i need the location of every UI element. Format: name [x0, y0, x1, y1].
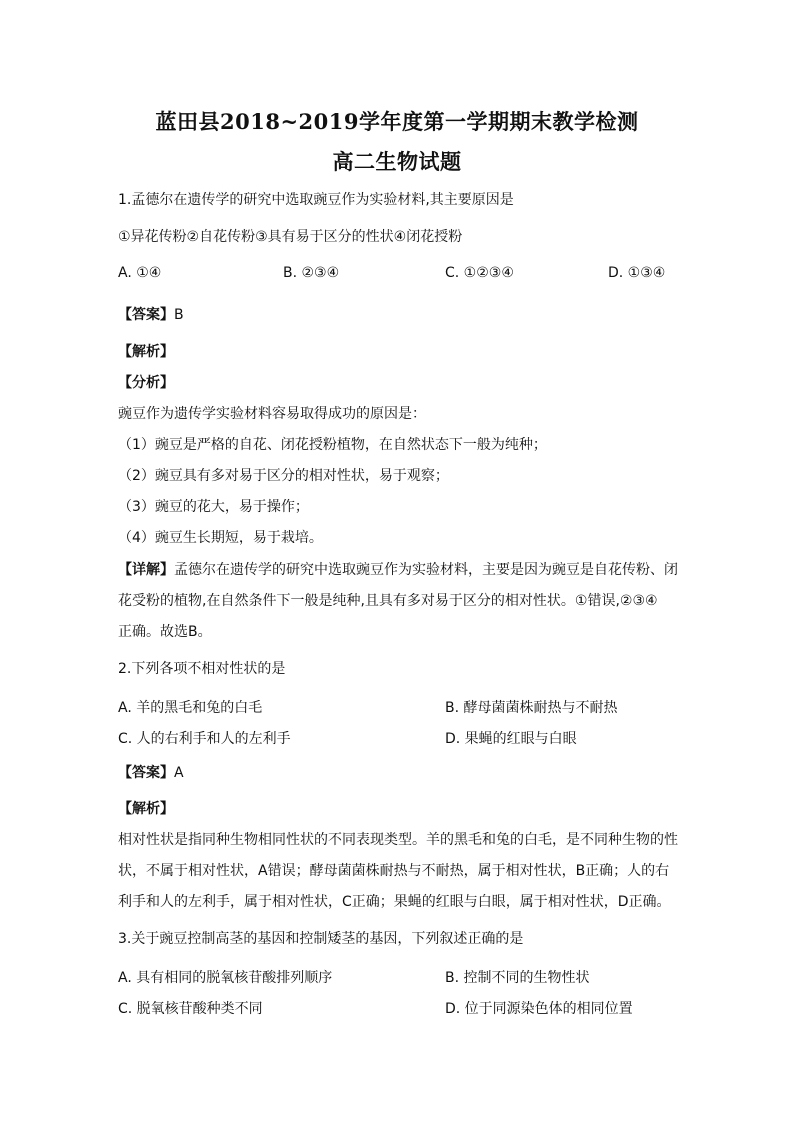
q1-detail-line: 正确。故选B。 [118, 624, 212, 640]
q3-option-c: C. 脱氧核苷酸种类不同 [118, 1001, 263, 1017]
q1-option-a: A. ①④ [118, 265, 162, 281]
q2-option-c: C. 人的右利手和人的左利手 [118, 731, 291, 747]
q2-analysis-line: 相对性状是指同种生物相同性状的不同表现类型。羊的黑毛和兔的白毛，是不同种生物的性 [118, 832, 678, 848]
q3-option-a: A. 具有相同的脱氧核苷酸排列顺序 [118, 970, 333, 986]
q2-option-d: D. 果蝇的红眼与白眼 [445, 731, 577, 747]
page-subtitle: 高二生物试题 [332, 149, 462, 174]
q3-option-b: B. 控制不同的生物性状 [445, 970, 590, 986]
q1-fenxi-line: （3）豌豆的花大，易于操作； [118, 499, 309, 515]
q2-option-a: A. 羊的黑毛和兔的白毛 [118, 700, 263, 716]
detail-label: 【详解】 [118, 562, 174, 578]
q2-answer [118, 764, 678, 782]
q2-analysis-label: 【解析】 [118, 801, 174, 817]
q1-detail-line [118, 561, 678, 579]
q1-option-b: B. ②③④ [283, 265, 340, 281]
q1-fenxi-line: （4）豌豆生长期短，易于栽培。 [118, 530, 323, 546]
q2-stem: 2.下列各项不相对性状的是 [118, 661, 286, 677]
answer-value: A [174, 765, 184, 781]
q1-fenxi-line: 豌豆作为遗传学实验材料容易取得成功的原因是： [118, 406, 426, 422]
q1-detail-line: 花受粉的植物,在自然条件下一般是纯种,且具有多对易于区分的相对性状。①错误,②③④ [118, 593, 658, 609]
q2-option-b: B. 酵母菌菌株耐热与不耐热 [445, 700, 618, 716]
q1-answer [118, 306, 678, 324]
answer-label: 【答案】 [118, 307, 174, 323]
q2-analysis-line: 状，不属于相对性状，A错误；酵母菌菌株耐热与不耐热，属于相对性状，B正确；人的右 [118, 863, 670, 879]
q3-option-d: D. 位于同源染色体的相同位置 [445, 1001, 633, 1017]
q1-items: ①异花传粉②自花传粉③具有易于区分的性状④闭花授粉 [118, 229, 463, 245]
q1-analysis-label: 【解析】 [118, 344, 174, 360]
page-title: 蓝田县2018~2019学年度第一学期期末教学检测 [155, 109, 639, 134]
answer-value: B [174, 307, 184, 323]
q2-analysis-line: 利手和人的左利手，属于相对性状，C正确；果蝇的红眼与白眼，属于相对性状，D正确。 [118, 894, 671, 910]
answer-label: 【答案】 [118, 765, 174, 781]
q1-fenxi-line: （1）豌豆是严格的自花、闭花授粉植物，在自然状态下一般为纯种； [118, 437, 547, 453]
q1-option-c: C. ①②③④ [445, 265, 514, 281]
q1-fenxi-line: （2）豌豆具有多对易于区分的相对性状，易于观察； [118, 468, 449, 484]
detail-text: 孟德尔在遗传学的研究中选取豌豆作为实验材料，主要是因为豌豆是自花传粉、闭 [174, 562, 678, 578]
q3-stem: 3.关于豌豆控制高茎的基因和控制矮茎的基因，下列叙述正确的是 [118, 931, 524, 947]
q1-stem: 1.孟德尔在遗传学的研究中选取豌豆作为实验材料,其主要原因是 [118, 192, 514, 208]
q1-fenxi-label: 【分析】 [118, 375, 174, 391]
q1-option-d: D. ①③④ [608, 265, 666, 281]
